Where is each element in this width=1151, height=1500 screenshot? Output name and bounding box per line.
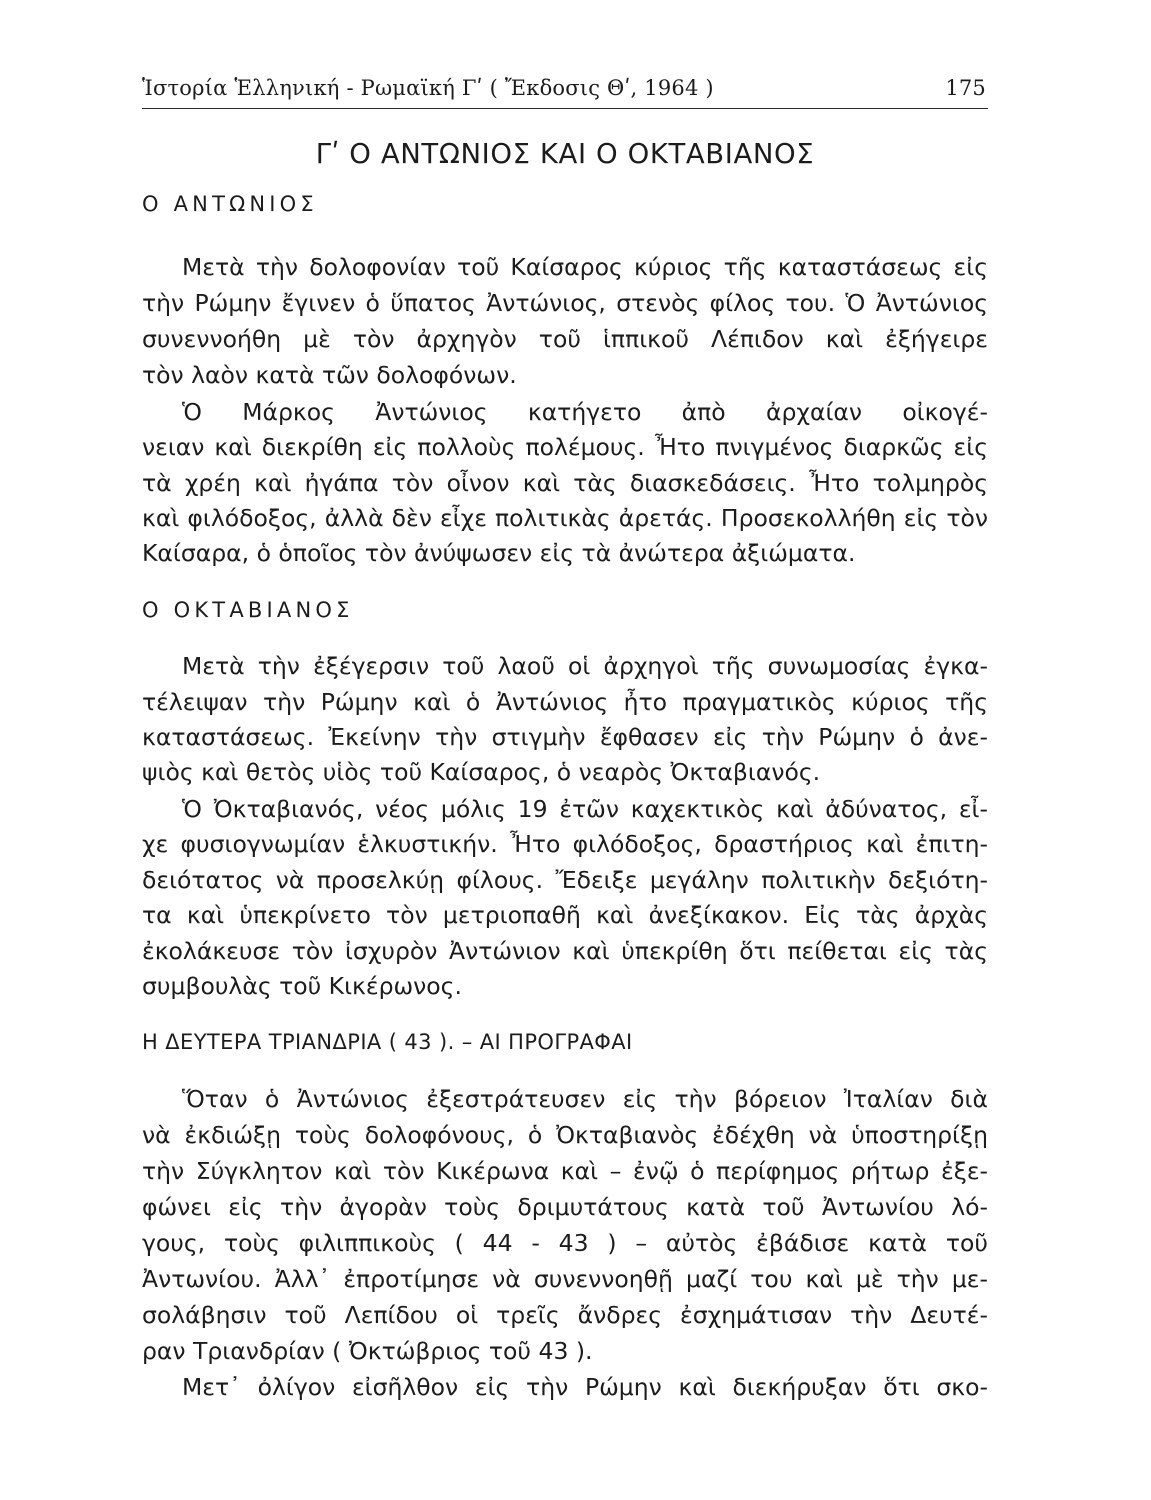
section-heading: Η ΔΕΥΤΕΡΑ ΤΡΙΑΝΔΡΙΑ ( 43 ). – ΑΙ ΠΡΟΓΡΑΦΑΙ: [142, 1030, 633, 1054]
section-heading: Ο ΑΝΤΩΝΙΟΣ: [142, 192, 318, 216]
text-line: καὶ φιλόδοξος, ἀλλὰ δὲν εἶχε πολιτικὰς ἀρετάς. Προσεκολλήθη εἰς τὸν: [142, 504, 988, 532]
text-line: σολάβησιν τοῦ Λεπίδου οἱ τρεῖς ἄνδρες ἐσχημάτισαν τὴν Δευτέ-: [142, 1301, 988, 1329]
text-line: Καίσαρα, ὁ ὁποῖος τὸν ἀνύψωσεν εἰς τὰ ἀνώτερα ἀξιώματα.: [142, 539, 856, 567]
text-line: τα καὶ ὑπεκρίνετο τὸν μετριοπαθῆ καὶ ἀνεξίκακον. Εἰς τὰς ἀρχὰς: [142, 901, 988, 929]
text-line: τὴν Σύγκλητον καὶ τὸν Κικέρωνα καὶ – ἐνῷ ὁ περίφημος ρήτωρ ἐξε-: [142, 1157, 988, 1185]
text-line: χε φυσιογνωμίαν ἑλκυστικήν. Ἦτο φιλόδοξος, δραστήριος καὶ ἐπιτη-: [142, 830, 988, 858]
text-line: Ἀντωνίου. Ἀλλ᾽ ἐπροτίμησε νὰ συνεννοηθῇ μαζί του καὶ μὲ τὴν με-: [142, 1265, 988, 1293]
text-line: καταστάσεως. Ἐκείνην τὴν στιγμὴν ἔφθασεν εἰς τὴν Ρώμην ὁ ἀνε-: [142, 723, 988, 751]
text-line: τὰ χρέη καὶ ἠγάπα τὸν οἶνον καὶ τὰς διασκεδάσεις. Ἦτο τολμηρὸς: [142, 469, 988, 497]
text-line: Ὅταν ὁ Ἀντώνιος ἐξεστράτευσεν εἰς τὴν βόρειον Ἰταλίαν διὰ: [182, 1085, 988, 1113]
text-line: τὸν λαὸν κατὰ τῶν δολοφόνων.: [142, 361, 517, 389]
page-number: 175: [945, 76, 986, 100]
chapter-title: Γʹ Ο ΑΝΤΩΝΙΟΣ ΚΑΙ Ο ΟΚΤΑΒΙΑΝΟΣ: [315, 138, 815, 170]
text-line: γους, τοὺς φιλιππικοὺς ( 44 - 43 ) – αὐτὸς ἐβάδισε κατὰ τοῦ: [142, 1229, 988, 1257]
text-line: τέλειψαν τὴν Ρώμην καὶ ὁ Ἀντώνιος ἦτο πραγματικὸς κύριος τῆς: [142, 688, 988, 716]
text-line: Ὁ Μάρκος Ἀντώνιος κατήγετο ἀπὸ ἀρχαίαν οἰκογέ-: [182, 398, 988, 426]
text-line: φώνει εἰς τὴν ἀγορὰν τοὺς δριμυτάτους κατὰ τοῦ Ἀντωνίου λό-: [142, 1193, 988, 1221]
text-line: ραν Τριανδρίαν ( Ὀκτώβριος τοῦ 43 ).: [142, 1337, 593, 1365]
text-line: Ὁ Ὀκταβιανός, νέος μόλις 19 ἐτῶν καχεκτικὸς καὶ ἀδύνατος, εἶ-: [182, 795, 988, 823]
text-line: Μετὰ τὴν δολοφονίαν τοῦ Καίσαρος κύριος τῆς καταστάσεως εἰς: [182, 253, 988, 281]
section-heading: Ο ΟΚΤΑΒΙΑΝΟΣ: [142, 598, 354, 622]
text-line: ἐκολάκευσε τὸν ἰσχυρὸν Ἀντώνιον καὶ ὑπεκρίθη ὅτι πείθεται εἰς τὰς: [142, 937, 988, 965]
text-line: τὴν Ρώμην ἔγινεν ὁ ὕπατος Ἀντώνιος, στενὸς φίλος του. Ὁ Ἀντώνιος: [142, 289, 988, 317]
text-line: δειότατος νὰ προσελκύῃ φίλους. Ἔδειξε μεγάλην πολιτικὴν δεξιότη-: [142, 866, 988, 894]
text-line: νειαν καὶ διεκρίθη εἰς πολλοὺς πολέμους. Ἦτο πνιγμένος διαρκῶς εἰς: [142, 433, 988, 461]
text-line: Μετὰ τὴν ἐξέγερσιν τοῦ λαοῦ οἱ ἀρχηγοὶ τῆς συνωμοσίας ἐγκα-: [182, 652, 988, 680]
text-line: συνεννοήθη μὲ τὸν ἀρχηγὸν τοῦ ἱππικοῦ Λέπιδον καὶ ἐξήγειρε: [142, 325, 988, 353]
book-title: Ἱστορία Ἑλληνική - Ρωμαϊκή Γʹ ( Ἔκδοσις Θʹ, 1964 ): [142, 76, 714, 100]
text-line: ψιὸς καὶ θετὸς υἱὸς τοῦ Καίσαρος, ὁ νεαρὸς Ὀκταβιανός.: [142, 758, 821, 786]
text-line: Μετ᾽ ὀλίγον εἰσῆλθον εἰς τὴν Ρώμην καὶ διεκήρυξαν ὅτι σκο-: [182, 1373, 988, 1401]
running-header: [142, 70, 988, 109]
text-line: νὰ ἐκδιώξῃ τοὺς δολοφόνους, ὁ Ὀκταβιανὸς ἐδέχθη νὰ ὑποστηρίξῃ: [142, 1121, 988, 1149]
text-line: συμβουλὰς τοῦ Κικέρωνος.: [142, 972, 462, 1000]
